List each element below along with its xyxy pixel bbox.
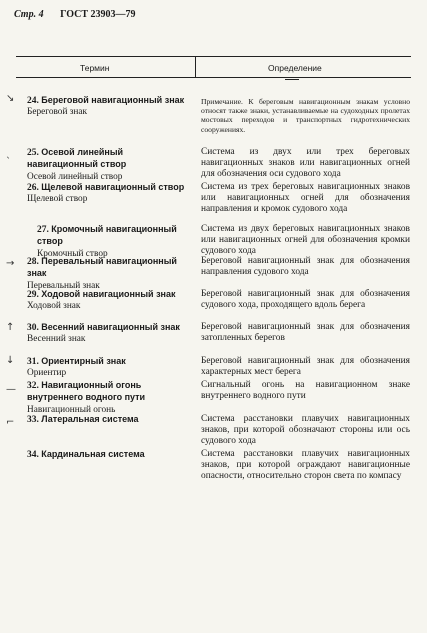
- definition-28: Береговой навигационный знак для обозначения направления судового хода: [201, 256, 410, 278]
- term-number: 27.: [37, 225, 49, 235]
- term-26: [27, 182, 185, 206]
- column-divider: [195, 57, 196, 77]
- term-number: 29.: [27, 290, 39, 300]
- term-number: 25.: [27, 148, 39, 158]
- term-24: [27, 95, 185, 119]
- margin-mark: ˎ: [6, 148, 11, 159]
- term-32: [27, 380, 185, 416]
- term-30: [27, 322, 185, 346]
- standard-code: ГОСТ 23903—79: [60, 9, 136, 20]
- term-synonym: Перевальный знак: [27, 280, 100, 291]
- margin-mark: ⌐: [6, 417, 15, 428]
- term-number: 24.: [27, 96, 39, 106]
- term-25: [27, 147, 185, 183]
- term-number: 31.: [27, 357, 39, 367]
- term-synonym: Береговой знак: [27, 107, 88, 118]
- term-synonym: Щелевой створ: [27, 194, 88, 205]
- term-title: Перевальный навигационный знак: [27, 256, 177, 279]
- term-number: 32.: [27, 381, 39, 391]
- definition-24: Примечание. К береговым навигационным знакам условно относят также знаки, устанавливаемые на судоходных пролетах мостовых переходов и транспортных гидротехнических сооружениях.: [201, 97, 410, 134]
- table-top-rule: [16, 56, 411, 57]
- note-dash: [285, 79, 299, 80]
- term-number: 30.: [27, 323, 39, 333]
- margin-mark: ↑: [6, 322, 15, 333]
- term-number: 26.: [27, 183, 39, 193]
- term-title: Ориентирный знак: [41, 356, 126, 366]
- definition-29: Береговой навигационный знак для обозначения судового хода, проходящего вдоль берега: [201, 289, 410, 311]
- page-header: [14, 9, 136, 20]
- term-synonym: Ориентир: [27, 368, 67, 379]
- term-title: Береговой навигационный знак: [41, 95, 185, 105]
- term-27: [37, 224, 187, 260]
- term-title: Навигационный огонь внутреннего водного пути: [27, 380, 146, 403]
- term-29: [27, 289, 185, 313]
- page-number: Стр. 4: [14, 9, 44, 20]
- margin-mark: ↘: [6, 93, 15, 104]
- term-34: [27, 449, 185, 461]
- term-title: Щелевой навигационный створ: [41, 182, 185, 192]
- term-synonym: Кромочный створ: [37, 248, 108, 259]
- term-31: [27, 356, 185, 380]
- term-title: Весенний навигационный знак: [41, 322, 180, 332]
- term-number: 34.: [27, 450, 39, 460]
- term-column-header: Термин: [80, 63, 110, 73]
- definition-column-header: Определение: [268, 63, 322, 73]
- definition-26: Система из трех береговых навигационных знаков или навигационных огней для обозначения направления и кромок судового хода: [201, 182, 410, 215]
- term-synonym: Весенний знак: [27, 334, 86, 345]
- term-number: 33.: [27, 415, 39, 425]
- term-title: Кардинальная система: [41, 449, 145, 459]
- term-synonym: Навигационный огонь: [27, 404, 116, 415]
- term-title: Осевой линейный навигационный створ: [27, 147, 127, 170]
- term-title: Ходовой навигационный знак: [41, 289, 176, 299]
- definition-25: Система из двух или трех береговых навигационных знаков или навигационных огней для обозначения оси судового хода: [201, 147, 410, 180]
- definition-31: Береговой навигационный знак для обозначения характерных мест берега: [201, 356, 410, 378]
- header-bottom-rule: [16, 77, 411, 78]
- term-title: Латеральная система: [41, 414, 139, 424]
- margin-mark: ↓: [6, 355, 15, 366]
- term-28: [27, 256, 185, 292]
- term-number: 28.: [27, 257, 39, 267]
- term-synonym: Ходовой знак: [27, 301, 81, 312]
- margin-mark: —: [6, 384, 16, 395]
- term-33: [27, 414, 185, 426]
- definition-34: Система расстановки плавучих навигационных знаков, при которой ограждают навигационные опасности, относительно сторон света по компасу: [201, 449, 410, 482]
- term-title: Кромочный навигационный створ: [37, 224, 177, 247]
- term-synonym: Осевой линейный створ: [27, 171, 123, 182]
- definition-33: Система расстановки плавучих навигационных знаков, при которой обозначают стороны или ось судового хода: [201, 414, 410, 447]
- definition-30: Береговой навигационный знак для обозначения затопленных берегов: [201, 322, 410, 344]
- definition-32: Сигнальный огонь на навигационном знаке внутреннего водного пути: [201, 380, 410, 402]
- margin-mark: →: [6, 258, 15, 269]
- definition-27: Система из двух береговых навигационных знаков или навигационных огней для обозначения кромки судового хода: [201, 224, 410, 257]
